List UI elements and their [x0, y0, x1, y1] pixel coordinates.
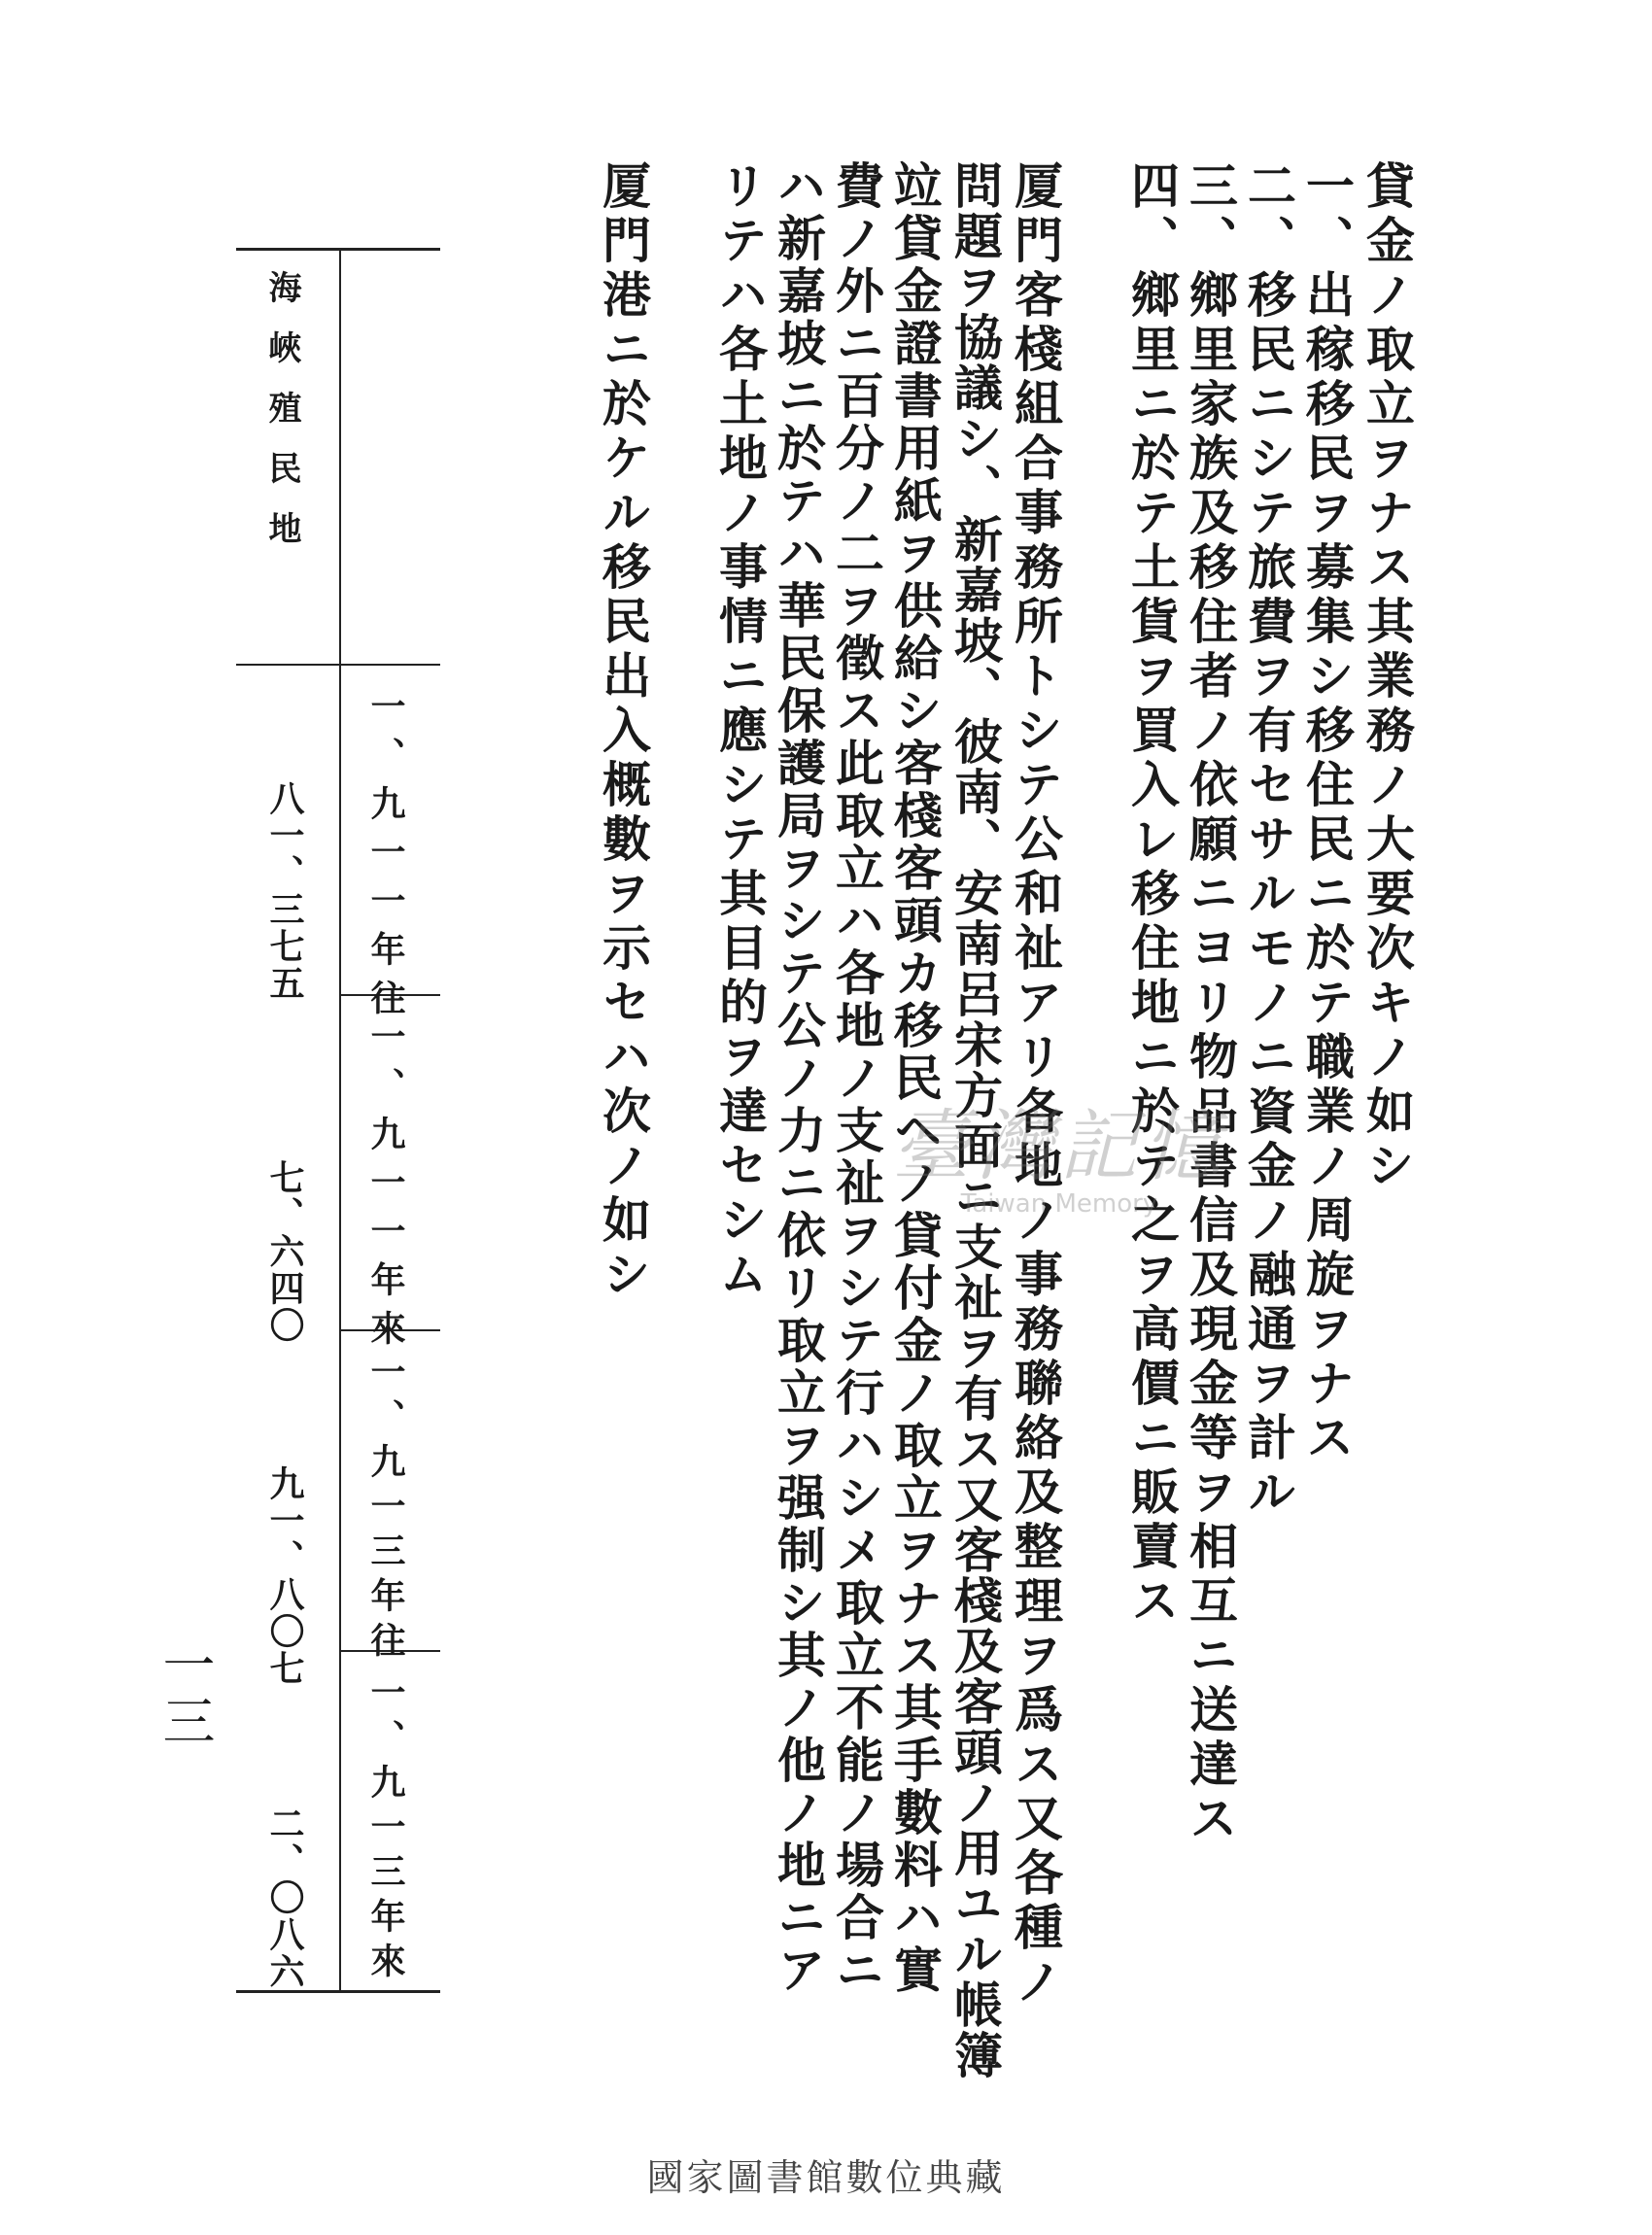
- footer-credit: 國家圖書館數位典藏: [646, 2156, 1006, 2199]
- body-column-1: 貸金ノ取立ヲナス其業務ノ大要次キノ如シ: [1359, 160, 1416, 1194]
- table-header-1913-out: 一、九一三年往: [365, 1354, 406, 1667]
- table-header-1913-in: 一、九一三年來: [365, 1674, 406, 1987]
- body-column-8: 竝貸金證書用紙ヲ供給シ客棧客頭カ移民ヘノ貸付金ノ取立ヲナス其手數料ハ實: [886, 160, 944, 1997]
- watermark-sub: Taiwan Memory: [960, 1189, 1158, 1219]
- body-column-6: 厦門客棧組合事務所トシテ公和祉アリ各地ノ事務聯絡及整理ヲ爲ス又各種ノ: [1007, 160, 1064, 2011]
- table-label-row: [236, 251, 440, 666]
- body-column-12: 厦門港ニ於ケル移民出入概數ヲ示セハ次ノ如シ: [595, 160, 652, 1303]
- body-column-2: 一、出稼移民ヲ募集シ移住民ニ於テ職業ノ周旋ヲナス: [1298, 160, 1356, 1466]
- body-column-11: リテハ各土地ノ事情ニ應シテ其目的ヲ達セシム: [711, 160, 769, 1303]
- page-number: 一三: [155, 1637, 216, 1750]
- body-column-7: 問題ヲ協議シ、新嘉坡、彼南、安南呂宋方面ニ支祉ヲ有ス又客棧及客頭ノ用ユル帳簿: [946, 160, 1004, 2080]
- body-column-9: 費ノ外ニ百分ノ二ヲ徵ス此取立ハ各地ノ支祉ヲシテ行ハシメ取立不能ノ場合ニ: [828, 160, 885, 1997]
- emigration-table: [236, 248, 440, 1993]
- body-column-5: 四、鄉里ニ於テ土貨ヲ買入レ移住地ニ於テ之ヲ高價ニ販賣ス: [1123, 160, 1181, 1630]
- body-column-4: 三、鄉里家族及移住者ノ依願ニヨリ物品書信及現金等ヲ相互ニ送達ス: [1182, 160, 1239, 1847]
- table-value-1911-out: 八一、三七五: [264, 780, 305, 1002]
- table-header-1911-out: 一、九一一年往: [365, 688, 406, 1028]
- watermark-main: 臺灣記憶: [892, 1101, 1226, 1191]
- watermark: [836, 1101, 1283, 1219]
- body-column-3: 二、移民ニシテ旅費ヲ有セサルモノニ資金ノ融通ヲ計ル: [1240, 160, 1297, 1521]
- table-value-1913-in: 二、〇八六: [264, 1805, 305, 1990]
- table-value-1913-out: 九一、八〇七: [264, 1465, 305, 1687]
- table-value-1911-in: 七、六四〇: [264, 1159, 305, 1344]
- table-header-1911-in: 一、九一一年來: [365, 1018, 406, 1358]
- body-column-10: ハ新嘉坡ニ於テハ華民保護局ヲシテ公ノ力ニ依リ取立ヲ强制シ其ノ他ノ地ニア: [770, 160, 827, 1997]
- table-row-label: 海峽殖民地: [262, 270, 301, 571]
